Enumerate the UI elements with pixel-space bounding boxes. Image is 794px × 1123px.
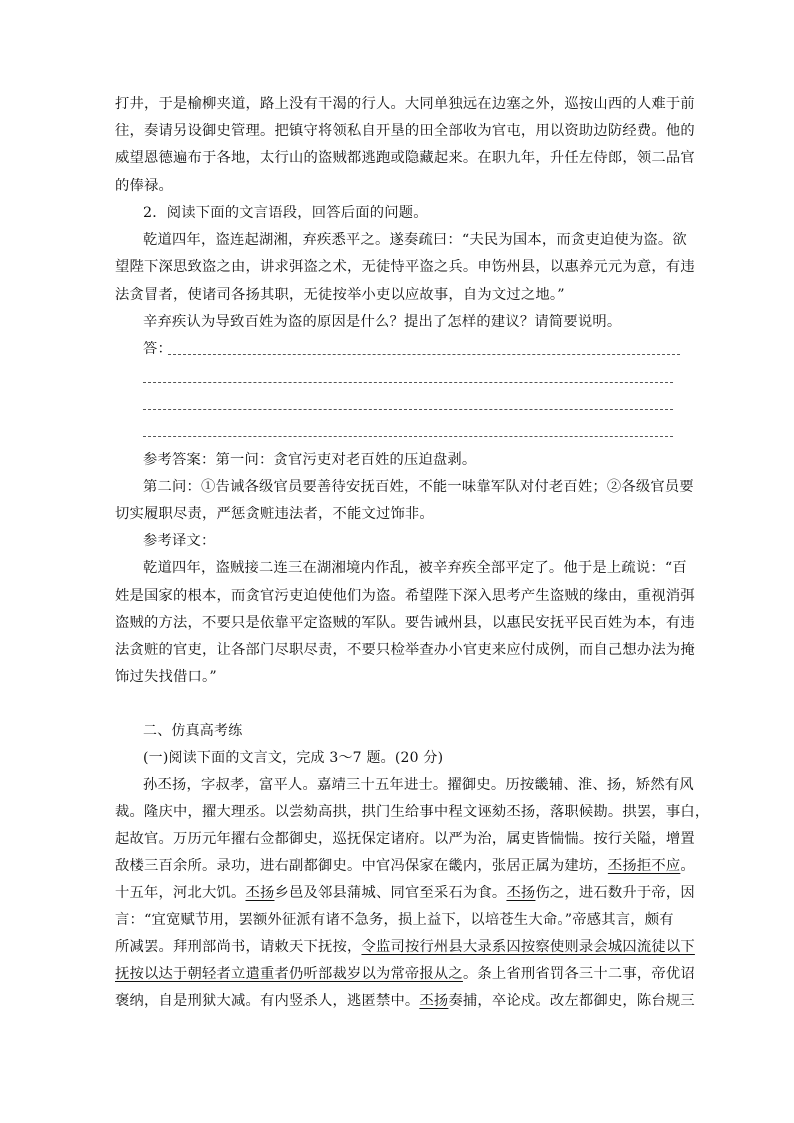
section-2-title: 二、仿真高考练	[143, 723, 243, 739]
text-line-8-end: 。条上省刑省罚各三十二事，帝优诏	[462, 966, 695, 982]
text-line-2: 裁。隆庆中，擢大理丞。以尝劾高拱，拱门生给事中程文诬劾丕扬，落职候勘。拱罢，事白，	[115, 804, 710, 820]
underlined-sentence-part-2: 抚按以达于朝轻者立遣重者仍听部裁岁以为常帝报从之	[115, 966, 463, 982]
underlined-name-3: 丕扬	[419, 993, 449, 1009]
passage-line-1: 乾道四年，盗连起湖湘，弃疾悉平之。遂奏疏曰：“夫民为国本，而贪吏迫使为盗。欲	[143, 232, 687, 248]
reference-answer-2: 第二问：①告诫各级官员要善待安抚百姓，不能一味靠军队对付老百姓；②各级官员要	[143, 479, 694, 495]
answer-label: 答：	[143, 341, 172, 357]
text-line-8	[115, 967, 695, 981]
text-line-5-start: 十五年，河北大饥。	[115, 885, 246, 901]
answer-line-1[interactable]	[168, 354, 680, 355]
text-line-5-end: 伤之，进石数升于帝，因	[535, 885, 695, 901]
underlined-name-2: 丕扬	[506, 885, 536, 901]
underlined-phrase: 丕扬拒不应	[607, 858, 681, 874]
translation-line-3: 盗贼的方法，不要只是依靠平定盗贼的军队。要告诫州县，以惠民安抚平民百姓为本，有违	[115, 615, 695, 631]
para1-line-4: 的俸禄。	[115, 178, 173, 194]
text-line-9-start: 褒纳，自是刑狱大减。有内竖杀人，逃匿禁中。	[115, 993, 420, 1009]
translation-label: 参考译文：	[143, 533, 216, 549]
reference-answer-1: 参考答案：第一问：贪官污吏对老百姓的压迫盘剥。	[143, 452, 477, 468]
reference-answer-3: 切实履职尽责，严惩贪赃违法者，不能文过饰非。	[115, 506, 434, 522]
text-line-7-start: 所减罢。拜刑部尚书，请敕天下抚按，	[115, 939, 362, 955]
text-line-6: 言：“宜宽赋节用，罢额外征派有诸不急务，损上益下，以培苍生大命。”帝感其言，颇有	[115, 912, 674, 928]
underlined-sentence-part-1: 令监司按行州县大录系囚按察使则录会城囚流徒以下	[361, 939, 695, 955]
text-line-4	[115, 859, 695, 873]
answer-line-2[interactable]	[143, 382, 673, 383]
answer-line-3[interactable]	[143, 409, 673, 410]
text-line-5	[115, 886, 695, 900]
para1-line-2: 往，奏请另设御史管理。把镇守将领私自开垦的田全部收为官屯，用以资助边防经费。他的	[115, 123, 695, 139]
text-line-1: 孙丕扬，字叔孝，富平人。嘉靖三十五年进士。擢御史。历按畿辅、淮、扬，矫然有风	[143, 777, 694, 793]
para1-line-1: 打井，于是榆柳夹道，路上没有干渴的行人。大同单独远在边塞之外，巡按山西的人难于前	[115, 96, 695, 112]
question-2-prompt: 辛弃疾认为导致百姓为盗的原因是什么？提出了怎样的建议？请简要说明。	[143, 314, 622, 330]
text-line-9	[115, 994, 695, 1008]
passage-line-3: 法贪冒者，使诸司各扬其职，无徒按举小吏以应故事，自为文过之地。”	[115, 287, 565, 303]
text-line-4-start: 敌楼三百余所。录功，进右副都御史。中官冯保家在畿内，张居正属为建坊，	[115, 858, 608, 874]
translation-line-4: 法贪赃的官吏，让各部门尽职尽责，不要只检举查办小官吏来应付成例，而自己想办法为掩	[115, 642, 695, 658]
translation-line-5: 饰过失找借口。”	[115, 669, 217, 685]
passage-line-2: 望陛下深思致盗之由，讲求弭盗之术，无徒恃平盗之兵。申饬州县，以惠养元元为意，有违	[115, 259, 695, 275]
text-line-3: 起故官。万历元年擢右佥都御史，巡抚保定诸府。以严为治，属吏皆惴惴。按行关隘，增置	[115, 831, 695, 847]
text-line-9-end: 奏捕，卒论戍。改左都御史，陈台规三	[448, 993, 695, 1009]
text-line-7	[115, 940, 695, 954]
para1-line-3: 威望恩德遍布于各地，太行山的盗贼都逃跑或隐藏起来。在职九年，升任左侍郎，领二品官	[115, 150, 695, 166]
underlined-name-1: 丕扬	[245, 885, 275, 901]
text-line-4-end: 。	[680, 858, 695, 874]
section-2-subtitle: (一)阅读下面的文言文，完成 3～7 题。(20 分)	[143, 750, 444, 766]
translation-line-2: 姓是国家的根本，而贪官污吏迫使他们为盗。希望陛下深入思考产生盗贼的缘由，重视消弭	[115, 588, 695, 604]
translation-line-1: 乾道四年，盗贼接二连三在湖湘境内作乱，被辛弃疾全部平定了。他于是上疏说：“百	[143, 560, 687, 576]
question-2-heading: 2．阅读下面的文言语段，回答后面的问题。	[143, 205, 428, 221]
text-line-5-mid: 乡邑及邻县蒲城、同官至采石为食。	[274, 885, 507, 901]
answer-line-4[interactable]	[143, 436, 673, 437]
